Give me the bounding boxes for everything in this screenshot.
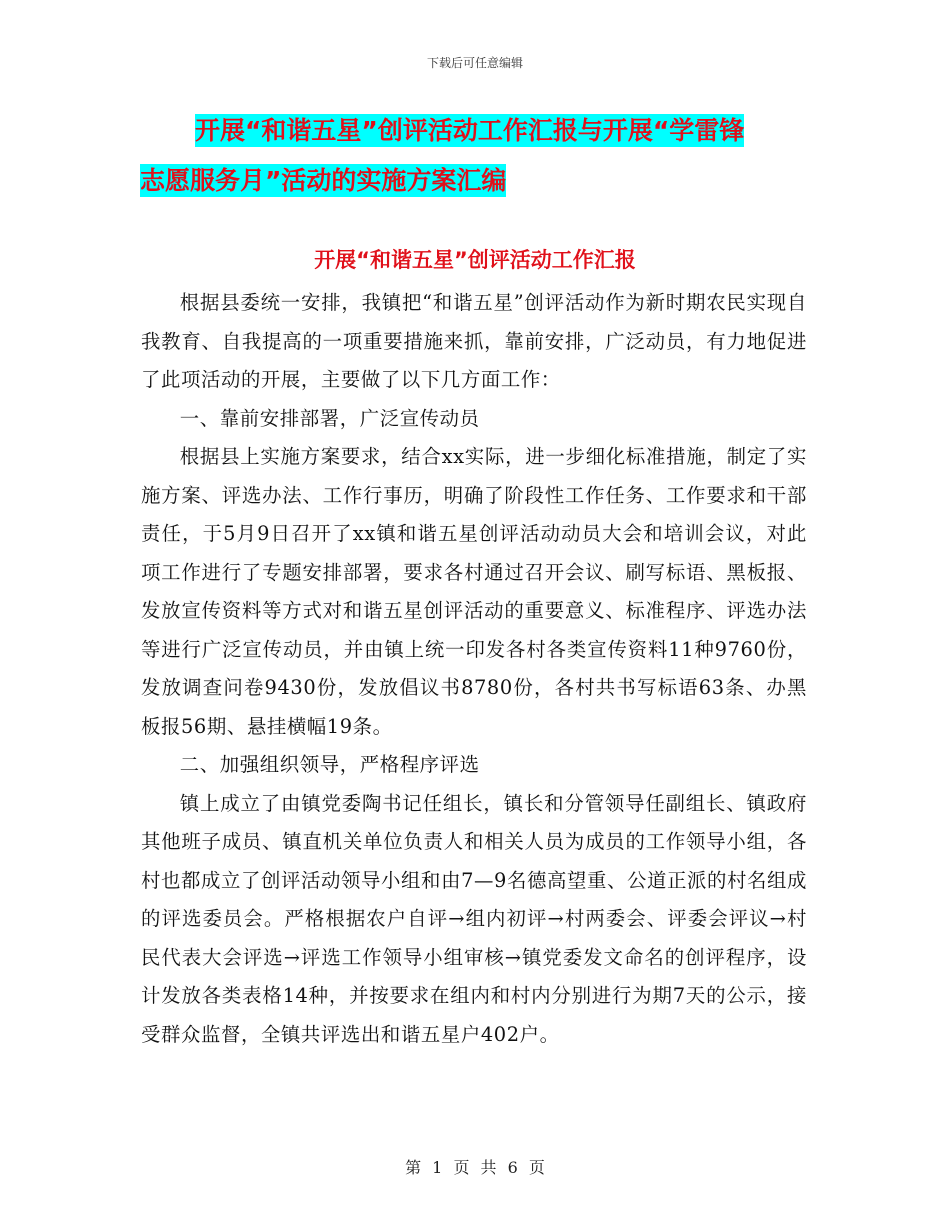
paragraph: 根据县上实施方案要求，结合xx实际，进一步细化标准措施，制定了实施方案、评选办法、工作行事历，明确了阶段性工作任务、工作要求和干部责任，于5月9日召开了xx镇和谐五星创评活动动员大会和培训会议，对此项工作进行了专题安排部署，要求各村通过召开会议、刷写标语、黑板报、发放宣传资料等方式对和谐五星创评活动的重要意义、标准程序、评选办法等进行广泛宣传动员，并由镇上统一印发各村各类宣传资料11种9760份，发放调查问卷9430份，发放倡议书8780份，各村共书写标语63条、办黑板报56期、悬挂横幅19条。 [141, 445, 807, 738]
document-body [141, 284, 807, 1054]
paragraph: 镇上成立了由镇党委陶书记任组长，镇长和分管领导任副组长、镇政府其他班子成员、镇直机关单位负责人和相关人员为成员的工作领导小组，各村也都成立了创评活动领导小组和由7—9名德高望重、公道正派的村名组成的评选委员会。严格根据农户自评→组内初评→村两委会、评委会评议→村民代表大会评选→评选工作领导小组审核→镇党委发文命名的创评程序，设计发放各类表格14种，并按要求在组内和村内分别进行为期7天的公示，接受群众监督，全镇共评选出和谐五星户402户。 [141, 791, 807, 1046]
document-title [140, 106, 820, 206]
title-line-1: 开展“和谐五星”创评活动工作汇报与开展“学雷锋 [195, 116, 745, 145]
section-heading: 二、加强组织领导，严格程序评选 [179, 753, 480, 776]
page-header: 下载后可任意编辑 [426, 56, 523, 70]
page-footer: 第 1 页 共 6 页 [405, 1158, 545, 1177]
section-heading: 一、靠前安排部署，广泛宣传动员 [179, 406, 480, 430]
paragraph: 根据县委统一安排，我镇把“和谐五星”创评活动作为新时期农民实现自我教育、自我提高的一项重要措施来抓，靠前安排，广泛动员，有力地促进了此项活动的开展，主要做了以下几方面工作： [141, 291, 807, 391]
section-title: 开展“和谐五星”创评活动工作汇报 [314, 248, 636, 272]
title-line-2: 志愿服务月”活动的实施方案汇编 [140, 166, 507, 195]
